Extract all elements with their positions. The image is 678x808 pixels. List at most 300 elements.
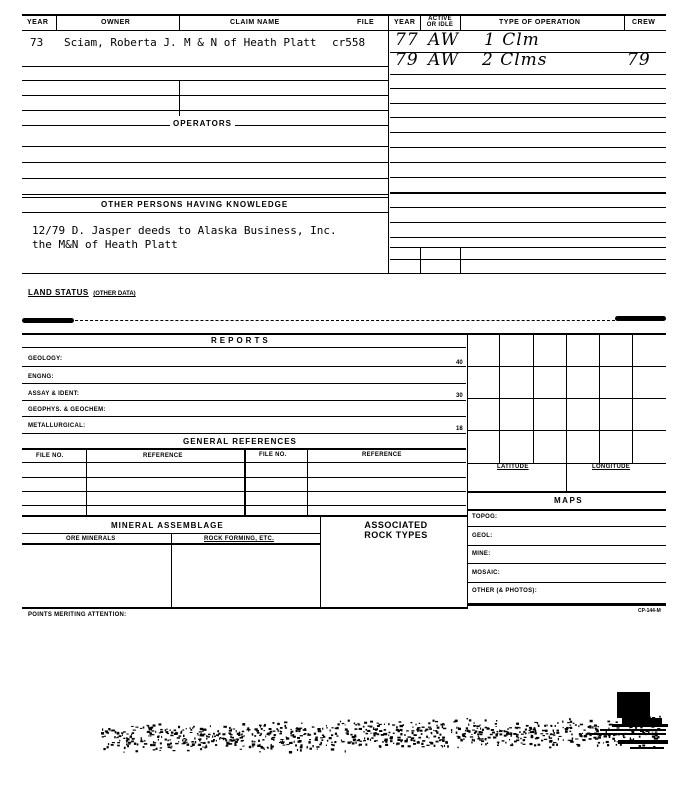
scan-speck [647,742,650,743]
scan-speck [136,750,139,752]
scan-speck [336,735,338,736]
scan-speck [400,725,404,727]
scan-speck [401,730,402,732]
scan-speck [497,745,499,747]
scan-speck [444,739,445,740]
scan-speck [584,736,588,738]
scan-speck [183,742,186,744]
scan-speck [359,744,362,746]
scan-speck [261,747,264,749]
scan-speck [260,726,261,728]
scan-speck [229,733,231,735]
report-engng-label: ENGNG: [28,374,54,380]
scan-speck [480,734,483,736]
scan-speck [442,726,443,728]
scan-speck [584,729,585,731]
scan-speck [615,733,617,735]
scan-speck [595,738,598,740]
scan-speck [331,734,333,736]
scan-speck [186,739,188,741]
scan-speck [521,734,524,735]
scan-speck [102,736,104,737]
scan-speck [487,727,489,729]
scan-speck [642,730,644,732]
scan-speck [550,740,552,742]
scan-speck [271,746,274,748]
scan-speck [462,735,465,737]
scan-speck [384,729,387,731]
scan-speck [393,743,394,744]
scan-speck [202,747,203,748]
land-status-subheading: (OTHER DATA) [93,291,136,297]
scan-speck [150,744,152,746]
scan-speck [504,735,507,737]
scan-speck [471,741,472,743]
scan-speck [649,724,652,725]
scan-speck [467,718,469,719]
scan-speck [240,737,244,739]
reports-heading: REPORTS [208,336,274,345]
scan-speck [117,732,120,734]
scan-speck [111,730,114,732]
scan-speck [589,726,591,728]
scan-speck [589,726,592,728]
scan-speck [260,733,262,735]
scan-speck [631,739,634,740]
scan-speck [570,741,574,743]
scan-speck [553,730,554,732]
scan-speck [273,731,275,732]
scan-speck [304,733,306,735]
scan-speck [651,721,653,723]
scan-speck [529,730,531,731]
scan-speck [597,734,600,736]
scan-speck [158,735,159,737]
scan-speck [419,730,422,732]
scan-speck [582,739,585,740]
scan-speck [190,732,193,733]
scan-speck [653,746,655,748]
scan-speck [428,727,431,728]
scan-speck [473,725,476,726]
scan-speck [604,735,608,737]
scan-speck [350,734,352,736]
scan-speck [544,725,546,727]
scan-speck [353,739,355,741]
scan-speck [623,734,625,736]
scan-speck [126,744,128,746]
scan-speck [208,741,210,743]
scan-speck [635,727,637,729]
scan-speck [223,739,224,740]
scan-speck [377,733,380,735]
scan-speck [598,736,601,738]
claim-name: M & N of Heath Platt [184,36,317,49]
scan-speck [578,725,579,727]
scan-speck [279,742,281,743]
scan-speck [534,722,537,723]
scan-speck [523,744,526,745]
scan-speck [149,732,151,733]
report-metallurgical-label: METALLURGICAL: [28,423,86,429]
scan-speck [529,727,532,729]
scan-speck [198,745,201,746]
scan-speck [383,733,385,735]
scan-speck [160,731,163,733]
scan-speck [117,745,120,747]
scan-speck [159,732,161,733]
scan-speck [630,737,631,738]
scan-speck [106,731,108,733]
scan-speck [358,739,360,741]
scan-speck [373,733,376,734]
scan-speck [304,728,306,730]
scan-speck [170,743,172,745]
scan-speck [365,744,367,746]
scan-speck [496,726,497,727]
ref-file-no-2: FILE NO. [259,452,287,458]
scan-speck [103,748,105,750]
scan-speck [217,730,219,732]
scan-speck [436,731,438,733]
scan-speck [627,722,629,723]
scan-speck [530,731,532,733]
scan-speck [400,741,402,743]
scan-speck [495,723,497,725]
scan-speck [608,728,609,730]
scan-speck [308,733,309,735]
scan-speck [132,732,134,734]
scan-speck [273,739,274,741]
scan-speck [568,740,571,741]
scan-speck [461,739,463,740]
scan-speck [293,736,296,738]
scan-speck [123,738,125,739]
scan-speck [147,732,150,733]
scan-speck [236,730,237,732]
scan-speck [518,727,520,728]
scan-speck [398,730,400,732]
scan-speck [110,730,111,731]
scan-speck [397,737,400,739]
scan-speck [238,735,240,736]
scan-speck [513,733,516,735]
scan-speck [348,742,351,744]
scan-speck [182,743,185,744]
scan-speck [333,744,335,746]
scan-speck [436,725,437,726]
scan-speck [648,732,650,734]
file-number: cr558 [332,36,366,49]
scan-speck [271,744,272,745]
map-topog-label: TOPOG: [472,514,498,520]
scan-speck [165,729,167,731]
scan-speck [198,735,199,736]
scan-speck [256,730,259,732]
scan-speck [491,729,494,731]
scan-speck [379,724,382,725]
scan-speck [417,727,419,729]
scan-speck [105,730,108,732]
scan-speck [550,725,552,726]
scan-speck [193,726,195,728]
scan-speck [377,725,380,727]
scan-speck [534,727,536,729]
scan-speck [499,729,500,731]
scan-speck [471,734,472,735]
scan-speck [373,727,374,729]
header-year: YEAR [27,19,49,26]
scan-speck [320,737,323,738]
scan-speck [640,730,643,732]
scan-speck [279,733,282,734]
scan-speck [364,737,365,739]
scan-speck [556,744,558,746]
scan-speck [480,728,481,730]
scan-speck [240,734,242,735]
scan-speck [373,734,375,736]
scan-speck [439,740,441,742]
scan-speck [159,750,161,751]
scan-speck [649,730,650,732]
scan-speck [298,741,301,743]
scan-speck [326,725,327,727]
scan-speck [379,745,381,748]
scan-speck [134,743,136,745]
scan-speck [413,740,415,742]
scan-speck [165,739,167,741]
scan-speck [283,741,285,742]
scan-speck [295,744,297,746]
scan-speck [646,730,649,732]
scan-speck [359,741,362,742]
scan-speck [171,732,173,734]
scan-speck [108,743,109,745]
scan-speck [545,730,546,732]
scan-speck [267,747,268,749]
scan-speck [477,738,480,740]
scan-speck [157,736,159,738]
scan-speck [499,733,502,735]
scan-speck [268,732,271,734]
scan-speck [128,744,130,745]
scan-speck [612,738,615,740]
scan-speck [126,740,128,742]
scan-speck [277,730,279,731]
scan-speck [474,732,476,734]
scan-speck [300,744,302,746]
scan-speck [182,729,184,730]
scan-speck [519,731,521,733]
scan-speck [445,742,448,744]
scan-speck [160,729,163,731]
scan-speck [550,733,552,735]
scan-speck [549,741,552,742]
scan-speck [384,724,385,725]
scan-speck [479,731,482,733]
scan-speck [178,741,179,742]
scan-speck [327,740,328,742]
scan-speck [531,735,534,736]
scan-speck [290,729,291,730]
scan-speck [549,747,551,749]
scan-speck [418,737,421,739]
scan-speck [131,726,133,727]
scan-speck [211,740,214,742]
scan-speck [549,740,552,742]
scan-speck [181,731,182,733]
scan-speck [412,732,414,734]
scan-speck [173,750,176,751]
scan-speck [291,735,294,736]
scan-speck [115,731,117,733]
scan-speck [266,734,269,735]
scan-speck [382,741,384,743]
scan-speck [204,742,206,744]
scan-speck [516,740,519,742]
scan-speck [170,748,172,749]
scan-speck [563,739,564,741]
scan-speck [584,735,586,737]
scan-speck [660,741,661,742]
scan-speck [258,732,260,733]
scan-speck [525,733,527,735]
scan-speck [485,727,487,729]
scan-speck [189,728,191,729]
scan-speck [144,740,146,741]
scan-speck [437,727,440,729]
scan-speck [159,723,162,725]
header-file: FILE [357,19,375,26]
scan-speck [520,738,522,739]
scan-speck [590,734,592,736]
scan-speck [641,742,643,744]
scan-speck [458,737,461,739]
scan-speck [296,730,298,732]
scan-speck [239,732,240,734]
scan-speck [255,728,258,730]
scan-speck [336,727,338,729]
scan-speck [391,737,393,738]
scan-speck [630,739,632,741]
scan-speck [338,723,340,725]
scan-speck [229,743,232,745]
scan-speck [230,734,233,735]
scan-speck [141,739,143,741]
scan-speck [523,731,525,733]
scan-speck [217,735,218,736]
scan-speck [152,745,154,746]
scan-speck [119,740,120,742]
scan-speck [286,737,287,738]
scan-speck [201,734,204,736]
scan-speck [441,724,444,726]
header-claim-name: CLAIM NAME [230,19,280,26]
scan-speck [310,748,312,750]
scan-speck [133,730,136,731]
scan-speck [143,746,145,748]
scan-speck [199,740,201,742]
scan-speck [234,745,237,746]
scan-speck [229,727,231,729]
scan-speck [652,730,654,732]
scan-speck [641,720,643,721]
scan-speck [639,745,642,747]
scan-speck [445,741,447,743]
scan-speck [628,721,629,722]
scan-speck [298,728,301,730]
scan-speck [544,739,547,740]
scan-speck [468,724,469,726]
scan-speck [112,742,115,743]
scan-speck [298,730,300,732]
scan-speck [200,738,202,740]
scan-speck [463,738,464,740]
scan-speck [284,722,287,724]
scan-speck [404,734,406,736]
scan-speck [320,742,322,744]
scan-speck [588,726,590,728]
scan-speck [175,743,178,744]
scan-speck [397,739,400,741]
scan-speck [593,737,596,739]
scan-speck [119,735,122,737]
scan-speck [565,730,568,732]
scan-speck [558,738,559,740]
scan-speck [312,726,314,727]
scan-speck [396,744,397,746]
scan-speck [242,723,245,726]
scan-speck [303,734,305,735]
scan-speck [199,731,202,732]
scan-speck [599,734,602,736]
scan-speck [271,738,272,740]
scan-speck [455,720,458,722]
scan-speck [472,730,475,731]
scan-speck [183,735,185,737]
scan-speck [307,735,310,736]
scan-speck [166,731,169,733]
scan-speck [616,721,618,723]
scan-speck [514,741,517,743]
scan-speck [156,748,158,750]
scan-speck [393,733,395,734]
scan-speck [404,740,407,743]
scan-speck [283,745,286,746]
scan-speck [493,732,494,734]
scan-speck [442,723,444,724]
scan-speck [127,745,129,747]
scan-speck [284,725,286,727]
scan-speck [309,739,311,740]
scan-speck [286,744,289,745]
scan-speck [226,742,228,744]
scan-speck [363,726,365,728]
scan-speck [126,734,128,735]
scan-speck [183,742,186,743]
scan-speck [300,749,302,751]
scan-speck [257,745,260,747]
scan-speck [566,727,569,729]
scan-speck [549,737,552,738]
scan-speck [546,733,549,734]
scan-speck [248,730,249,731]
scan-speck [282,741,283,743]
scan-speck [608,734,610,735]
scan-speck [297,737,300,739]
scan-speck [121,732,123,734]
scan-speck [370,739,371,741]
